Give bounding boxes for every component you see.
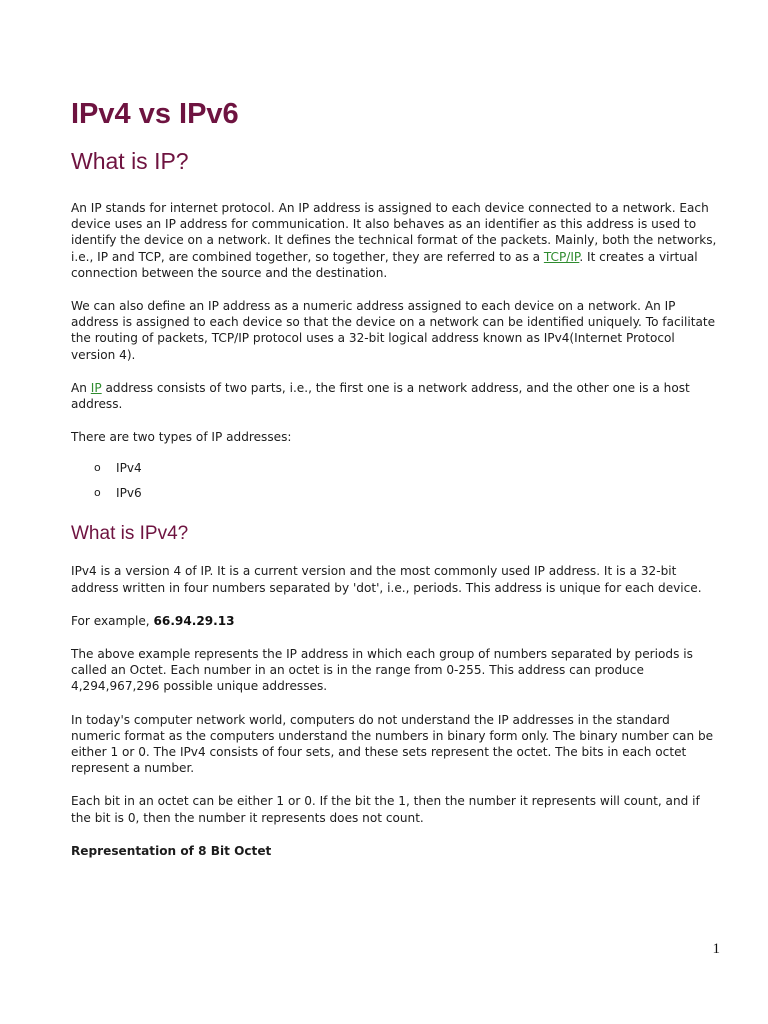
subheading-octet-representation: Representation of 8 Bit Octet [71, 843, 272, 858]
paragraph-text: An IP stands for internet protocol. An IP address is assigned to each device connected to a network. Each device uses an IP address for communication. It also behaves as an identifier as this address is used to identify the device on a network. It defines the technical format of the packets. Mainly, both the networks, i.e., IP and TCP, are combined together, so together, they are referred to as a [71, 201, 717, 264]
paragraph-ip-types: There are two types of IP addresses: [71, 430, 292, 445]
paragraph-text: . It creates a virtual connection between the source and the destination. [71, 249, 698, 280]
paragraph-octet: The above example represents the IP address in which each group of numbers separated by periods is called an Octet. Each number in an octet is in the range from 0-255. This address can produce 4,294,967,296 possible unique addresses. [71, 647, 693, 694]
bullet-marker: o [94, 486, 101, 500]
paragraph-bit-count: Each bit in an octet can be either 1 or 0. If the bit the 1, then the number it represents will count, and if the bit is 0, then the number it represents does not count. [71, 794, 700, 825]
ip-types-list [71, 460, 721, 501]
list-item-label: IPv6 [116, 486, 142, 501]
heading-what-is-ip: What is IP? [71, 148, 189, 174]
link-tcp-ip[interactable]: TCP/IP [543, 249, 580, 264]
link-ip[interactable]: IP [90, 380, 102, 395]
list-item-label: IPv4 [116, 461, 142, 476]
paragraph-ip-definition [71, 200, 721, 281]
page-content [71, 96, 721, 859]
list-item [71, 460, 721, 476]
example-ip-value: 66.94.29.13 [153, 613, 235, 628]
heading-what-is-ipv4: What is IPv4? [71, 523, 189, 545]
paragraph-text: address consists of two parts, i.e., the first one is a network address, and the other one is a host address. [71, 380, 690, 412]
paragraph-example [71, 613, 721, 629]
bullet-marker: o [94, 461, 101, 475]
page-title: IPv4 vs IPv6 [71, 98, 239, 130]
page-number: 1 [712, 941, 720, 957]
paragraph-ip-parts [71, 380, 721, 412]
paragraph-ipv4-definition: IPv4 is a version 4 of IP. It is a current version and the most commonly used IP address. It is a 32-bit address written in four numbers separated by 'dot', i.e., periods. This address is unique for each device. [71, 564, 702, 595]
example-label: For example, [71, 613, 154, 628]
paragraph-text: An [71, 380, 91, 395]
paragraph-binary: In today's computer network world, computers do not understand the IP addresses in the standard numeric format as the computers understand the numbers in binary form only. The binary number can be either 1 or 0. The IPv4 consists of four sets, and these sets represent the octet. The bits in each octet represent a number. [71, 712, 714, 776]
paragraph-ip-numeric: We can also define an IP address as a numeric address assigned to each device on a network. An IP address is assigned to each device so that the device on a network can be identified uniquely. To facilitate the routing of packets, TCP/IP protocol uses a 32-bit logical address known as IPv4(Internet Protocol version 4). [71, 299, 716, 362]
list-item [71, 485, 721, 501]
